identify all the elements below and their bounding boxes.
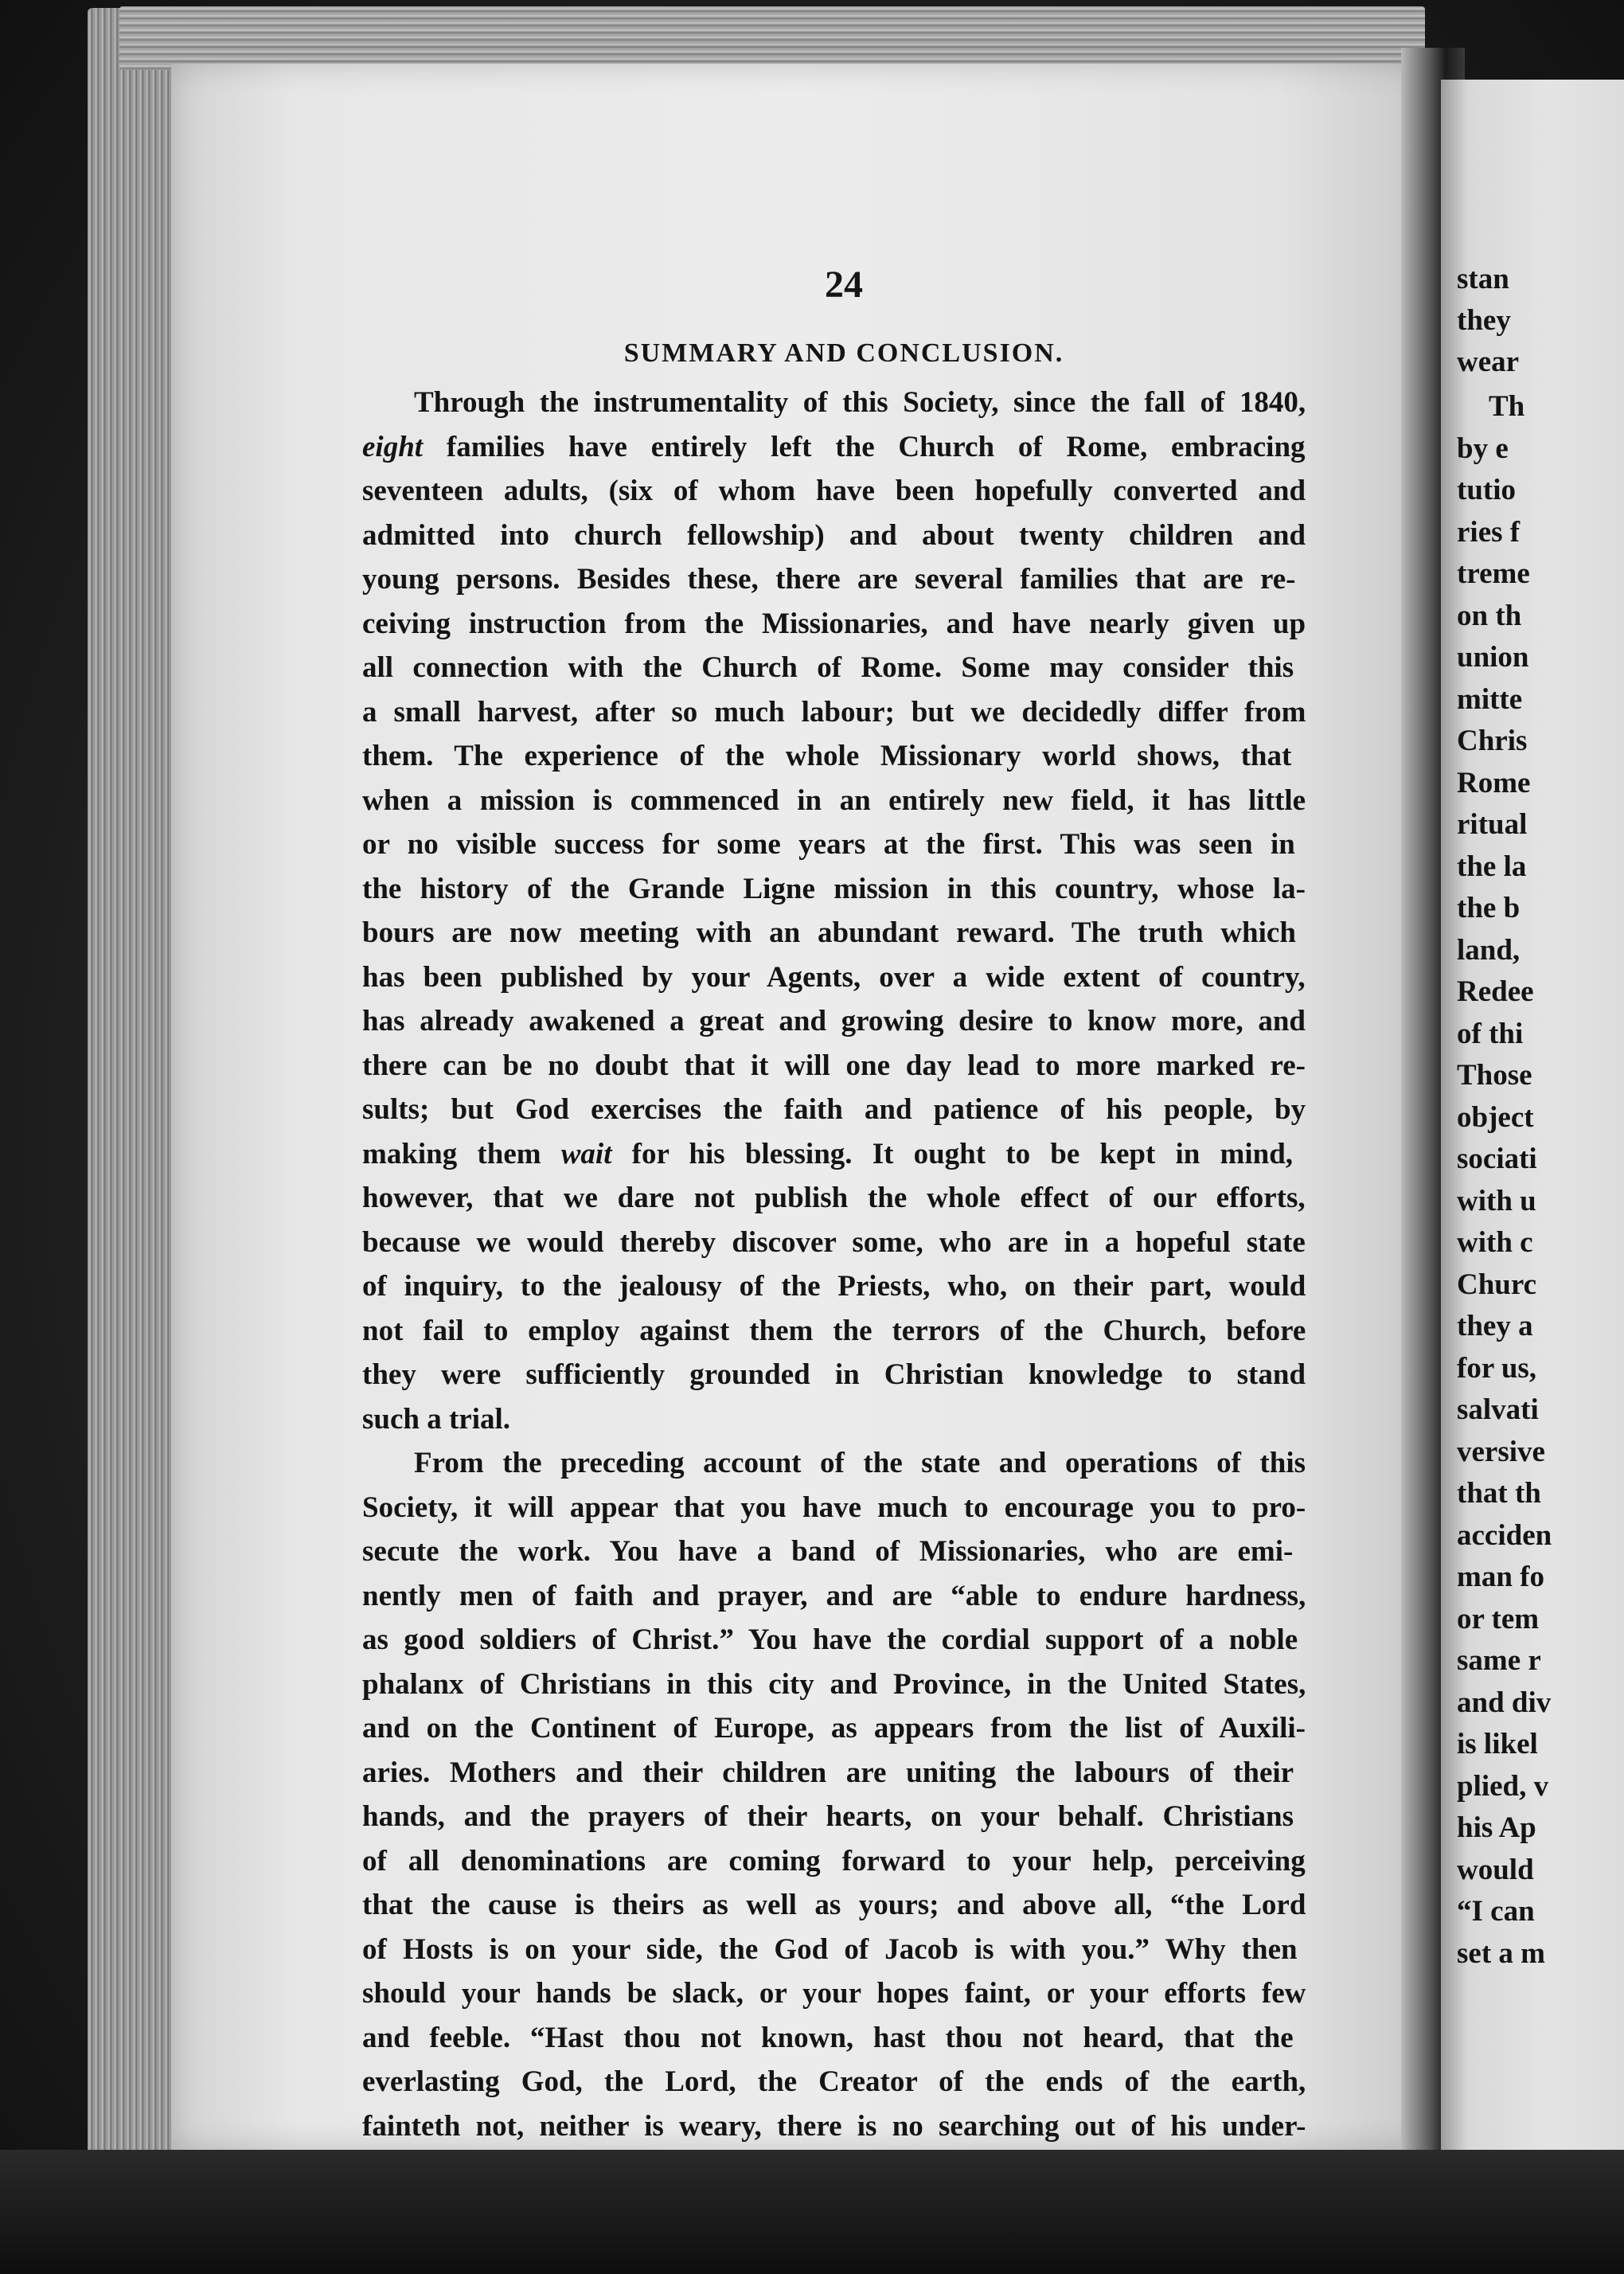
right-page-text-line: with c	[1457, 1226, 1533, 1259]
right-page-text-line: with u	[1457, 1184, 1536, 1217]
right-page-text-line: the la	[1457, 850, 1527, 883]
text-line: all connection with the Church of Rome. Some may consider this	[362, 651, 1294, 684]
right-page-text-line: Churc	[1457, 1268, 1537, 1301]
right-page	[1441, 80, 1624, 2150]
right-page-text-line: same r	[1457, 1644, 1541, 1677]
right-page-text-line: for us,	[1457, 1351, 1537, 1385]
text-line: phalanx of Christians in this city and Province, in the United States,	[362, 1667, 1306, 1701]
text-line: aries. Mothers and their children are uniting the labours of their	[362, 1756, 1294, 1789]
right-page-text-line: would	[1457, 1853, 1534, 1886]
right-page-text-line: wear	[1457, 346, 1520, 378]
book-page-edges	[88, 8, 183, 2158]
right-page-text-line: object	[1457, 1100, 1534, 1134]
text-line: secute the work. You have a band of Missionaries, who are emi-	[362, 1535, 1294, 1568]
text-line: when a mission is commenced in an entirely new field, it has little	[362, 783, 1306, 817]
text-line: young persons. Besides these, there are several families that are re-	[362, 563, 1296, 596]
text-line: or no visible success for some years at the first. This was seen in	[362, 828, 1295, 861]
text-line: as good soldiers of Christ.” You have the cordial support of a noble	[362, 1623, 1298, 1656]
text-line: bours are now meeting with an abundant reward. The truth which	[362, 916, 1296, 949]
right-page-text-line: land,	[1457, 933, 1521, 967]
right-page-text-line: sociati	[1457, 1143, 1537, 1175]
right-page-text-line: by e	[1457, 432, 1509, 465]
right-page-text-line: acciden	[1457, 1518, 1552, 1552]
text-line: everlasting God, the Lord, the Creator of the ends of the earth,	[362, 2065, 1306, 2098]
text-line: however, that we dare not publish the whole effect of our efforts,	[362, 1182, 1306, 1214]
right-page-text-line: Rome	[1457, 766, 1531, 799]
text-line: should your hands be slack, or your hopes faint, or your efforts few	[362, 1977, 1306, 2010]
text-line: them. The experience of the whole Missionary world shows, that	[362, 740, 1292, 772]
text-line: making them wait for his blessing. It ought to be kept in mind,	[362, 1137, 1294, 1170]
text-line: such a trial.	[362, 1402, 511, 1436]
right-page-text-line: on th	[1457, 599, 1522, 632]
right-page-text-line: and div	[1457, 1686, 1552, 1719]
right-page-text-line: of thi	[1457, 1017, 1524, 1050]
right-page-text-line: ritual	[1457, 808, 1528, 841]
text-line: of Hosts is on your side, the God of Jacob is with you.” Why then	[362, 1932, 1298, 1966]
text-line: and feeble. “Hast thou not known, hast thou not heard, that the	[362, 2021, 1294, 2054]
right-page-text-line: set a m	[1457, 1936, 1545, 1970]
text-line: Society, it will appear that you have much to encourage you to pro-	[362, 1491, 1306, 1524]
text-line: there can be no doubt that it will one day lead to more marked re-	[362, 1049, 1306, 1082]
right-page-text-line: or tem	[1457, 1602, 1540, 1635]
section-title: SUMMARY AND CONCLUSION.	[623, 338, 1064, 368]
text-line: the history of the Grande Ligne mission in this country, whose la-	[362, 872, 1306, 905]
right-page-text-line: versive	[1457, 1435, 1545, 1468]
right-page-text-line: his Ap	[1457, 1811, 1536, 1844]
text-line: From the preceding account of the state and operations of this	[414, 1447, 1306, 1479]
text-line: of inquiry, to the jealousy of the Priests, who, on their part, would	[362, 1270, 1306, 1303]
right-page-text-line: mitte	[1457, 682, 1523, 716]
text-line: sults; but God exercises the faith and patience of his people, by	[362, 1093, 1306, 1126]
right-page-text-line: treme	[1457, 557, 1530, 590]
text-line: and on the Continent of Europe, as appears from the list of Auxili-	[362, 1712, 1306, 1745]
right-page-text-line: Chris	[1457, 725, 1528, 757]
text-line: nently men of faith and prayer, and are “able to endure hardness,	[362, 1579, 1306, 1612]
text-line: has already awakened a great and growing desire to know more, and	[362, 1005, 1306, 1037]
right-page-text-line: man fo	[1457, 1561, 1544, 1593]
right-page-text-line: “I can	[1457, 1895, 1535, 1928]
text-line: eight families have entirely left the Church of Rome, embracing	[362, 430, 1306, 463]
text-line: fainteth not, neither is weary, there is no searching out of his under-	[362, 2109, 1306, 2143]
text-line: of all denominations are coming forward to your help, perceiving	[362, 1844, 1306, 1877]
text-line: hands, and the prayers of their hearts, on your behalf. Christians	[362, 1800, 1294, 1833]
right-page-text-line: the b	[1457, 892, 1521, 924]
text-line: has been published by your Agents, over a wide extent of country,	[362, 960, 1306, 994]
right-page-text-line: is likel	[1457, 1728, 1538, 1760]
page-number: 24	[825, 264, 863, 306]
text-line: not fail to employ against them the terrors of the Church, before	[362, 1314, 1306, 1347]
text-line: admitted into church fellowship) and about twenty children and	[362, 518, 1306, 552]
right-page-text-line: stan	[1457, 263, 1509, 295]
right-page-text-line: union	[1457, 641, 1529, 674]
right-page-text-line: tutio	[1457, 474, 1516, 506]
right-page-text-line: Th	[1489, 390, 1525, 423]
text-line: a small harvest, after so much labour; but we decidedly differ from	[362, 695, 1306, 729]
text-line: that the cause is theirs as well as yours; and above all, “the Lord	[362, 1889, 1306, 1921]
right-page-text-line: they	[1457, 304, 1511, 337]
bottom-shadow	[0, 2150, 1624, 2274]
text-line: Through the instrumentality of this Society, since the fall of 1840,	[414, 386, 1306, 419]
right-page-text-line: plied, v	[1457, 1769, 1549, 1803]
book-top-edge	[119, 6, 1425, 70]
right-page-text-line: salvati	[1457, 1393, 1539, 1426]
right-page-text-line: Redee	[1457, 975, 1534, 1008]
text-line: they were sufficiently grounded in Christian knowledge to stand	[362, 1358, 1306, 1391]
text-line: ceiving instruction from the Missionaries, and have nearly given up	[362, 607, 1306, 640]
right-page-text-line: they a	[1457, 1310, 1533, 1342]
right-page-text-line: ries f	[1457, 515, 1521, 549]
right-page-text-line: that th	[1457, 1477, 1541, 1510]
text-line: seventeen adults, (six of whom have been hopefully converted and	[362, 475, 1306, 507]
right-page-text-line: Those	[1457, 1059, 1532, 1092]
text-line: because we would thereby discover some, who are in a hopeful state	[362, 1225, 1306, 1259]
